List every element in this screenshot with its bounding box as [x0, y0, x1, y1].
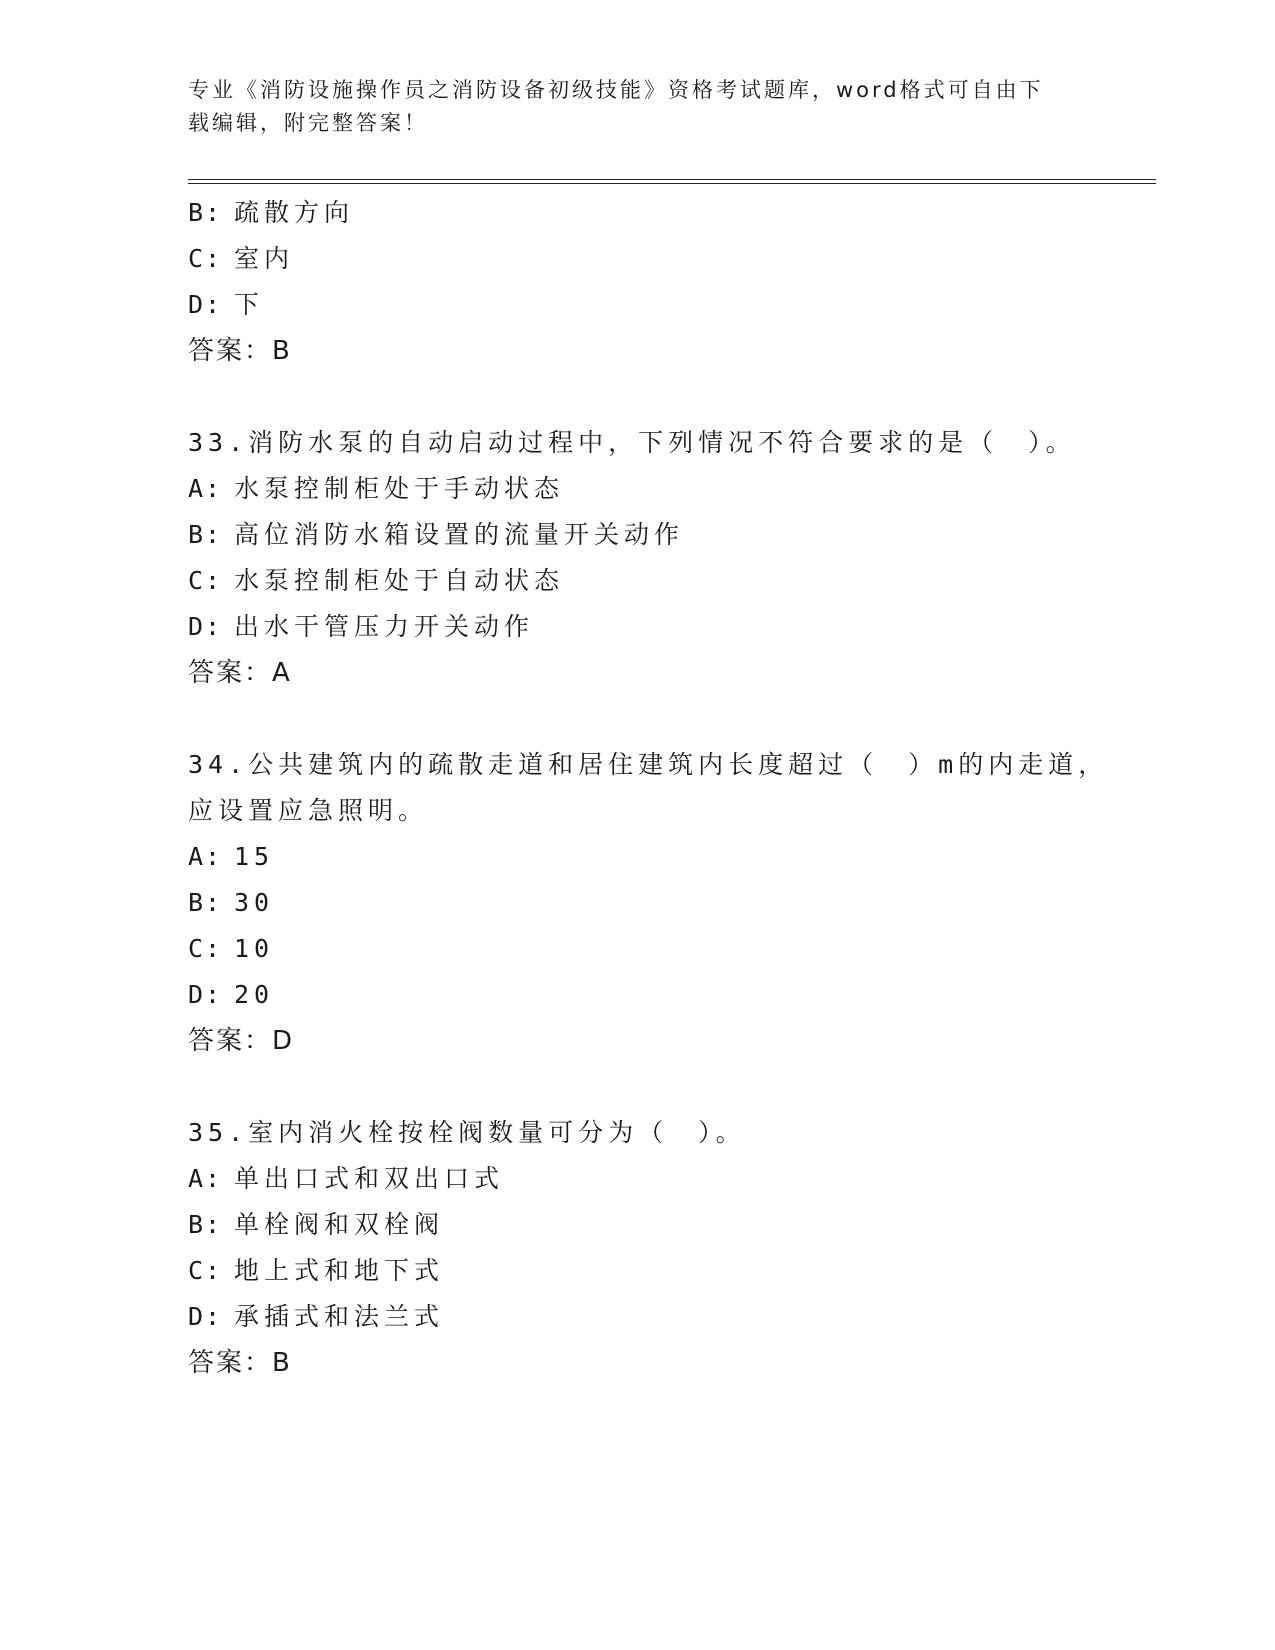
option-text: 20: [234, 980, 275, 1009]
option-letter: D:: [188, 612, 223, 641]
option-row: [188, 972, 1148, 1018]
option-letter: B:: [188, 1210, 223, 1239]
option-text: 地上式和地下式: [234, 1256, 445, 1285]
answer-row: [188, 650, 1148, 696]
option-text: 室内: [234, 244, 295, 273]
option-row: [188, 926, 1148, 972]
option-text: 单栓阀和双栓阀: [234, 1210, 445, 1239]
previous-question-block: [188, 190, 1148, 374]
option-row: [188, 466, 1148, 512]
answer-row: [188, 1018, 1148, 1064]
question-block-33: [188, 420, 1148, 696]
option-letter: D:: [188, 1302, 223, 1331]
answer-value: A: [272, 658, 293, 688]
option-letter: A:: [188, 1164, 223, 1193]
option-row: [188, 1202, 1148, 1248]
question-text: 公共建筑内的疏散走道和居住建筑内长度超过（ ）m的内走道，: [248, 750, 1109, 779]
option-text: 疏散方向: [234, 198, 355, 227]
option-row: [188, 236, 1148, 282]
option-text: 单出口式和双出口式: [234, 1164, 505, 1193]
option-letter: A:: [188, 842, 223, 871]
option-text: 15: [234, 842, 275, 871]
answer-value: D: [272, 1026, 296, 1056]
option-row: [188, 558, 1148, 604]
option-text: 10: [234, 934, 275, 963]
answer-label: 答案：: [188, 658, 273, 688]
option-letter: B:: [188, 520, 223, 549]
question-text: 室内消火栓按栓阀数量可分为（ ）。: [248, 1118, 746, 1147]
option-text: 承插式和法兰式: [234, 1302, 445, 1331]
question-stem: [188, 1110, 1148, 1156]
option-row: [188, 834, 1148, 880]
document-header: [188, 74, 1088, 140]
option-letter: C:: [188, 934, 223, 963]
option-row: [188, 190, 1148, 236]
question-number: 34.: [188, 750, 249, 779]
option-row: [188, 880, 1148, 926]
option-row: [188, 282, 1148, 328]
option-row: [188, 1156, 1148, 1202]
option-letter: C:: [188, 244, 223, 273]
option-row: [188, 512, 1148, 558]
option-text: 水泵控制柜处于手动状态: [234, 474, 565, 503]
header-line-1: 专业《消防设施操作员之消防设备初级技能》资格考试题库，word格式可自由下: [188, 78, 1044, 102]
option-letter: C:: [188, 566, 223, 595]
header-line-2: 载编辑，附完整答案！: [188, 111, 428, 135]
question-text: 消防水泵的自动启动过程中，下列情况不符合要求的是（ ）。: [248, 428, 1076, 457]
header-divider-bottom: [188, 183, 1156, 184]
question-list: [188, 190, 1148, 1432]
answer-value: B: [272, 336, 293, 366]
option-letter: A:: [188, 474, 223, 503]
answer-label: 答案：: [188, 1026, 273, 1056]
option-text: 水泵控制柜处于自动状态: [234, 566, 565, 595]
option-row: [188, 1248, 1148, 1294]
answer-row: [188, 1340, 1148, 1386]
option-letter: D:: [188, 980, 223, 1009]
answer-row: [188, 328, 1148, 374]
question-number: 33.: [188, 428, 249, 457]
question-block-35: [188, 1110, 1148, 1386]
option-letter: B:: [188, 888, 223, 917]
header-divider-top: [188, 179, 1156, 180]
option-letter: B:: [188, 198, 223, 227]
answer-value: B: [272, 1348, 293, 1378]
question-number: 35.: [188, 1118, 249, 1147]
option-text: 出水干管压力开关动作: [234, 612, 535, 641]
option-text: 下: [234, 290, 265, 319]
option-row: [188, 604, 1148, 650]
question-stem-continuation: 应设置应急照明。: [188, 796, 429, 825]
option-letter: D:: [188, 290, 223, 319]
question-stem: [188, 420, 1148, 466]
question-block-34: [188, 742, 1148, 1064]
question-stem: [188, 742, 1148, 788]
option-text: 30: [234, 888, 275, 917]
answer-label: 答案：: [188, 336, 273, 366]
option-text: 高位消防水箱设置的流量开关动作: [234, 520, 685, 549]
option-row: [188, 1294, 1148, 1340]
option-letter: C:: [188, 1256, 223, 1285]
answer-label: 答案：: [188, 1348, 273, 1378]
